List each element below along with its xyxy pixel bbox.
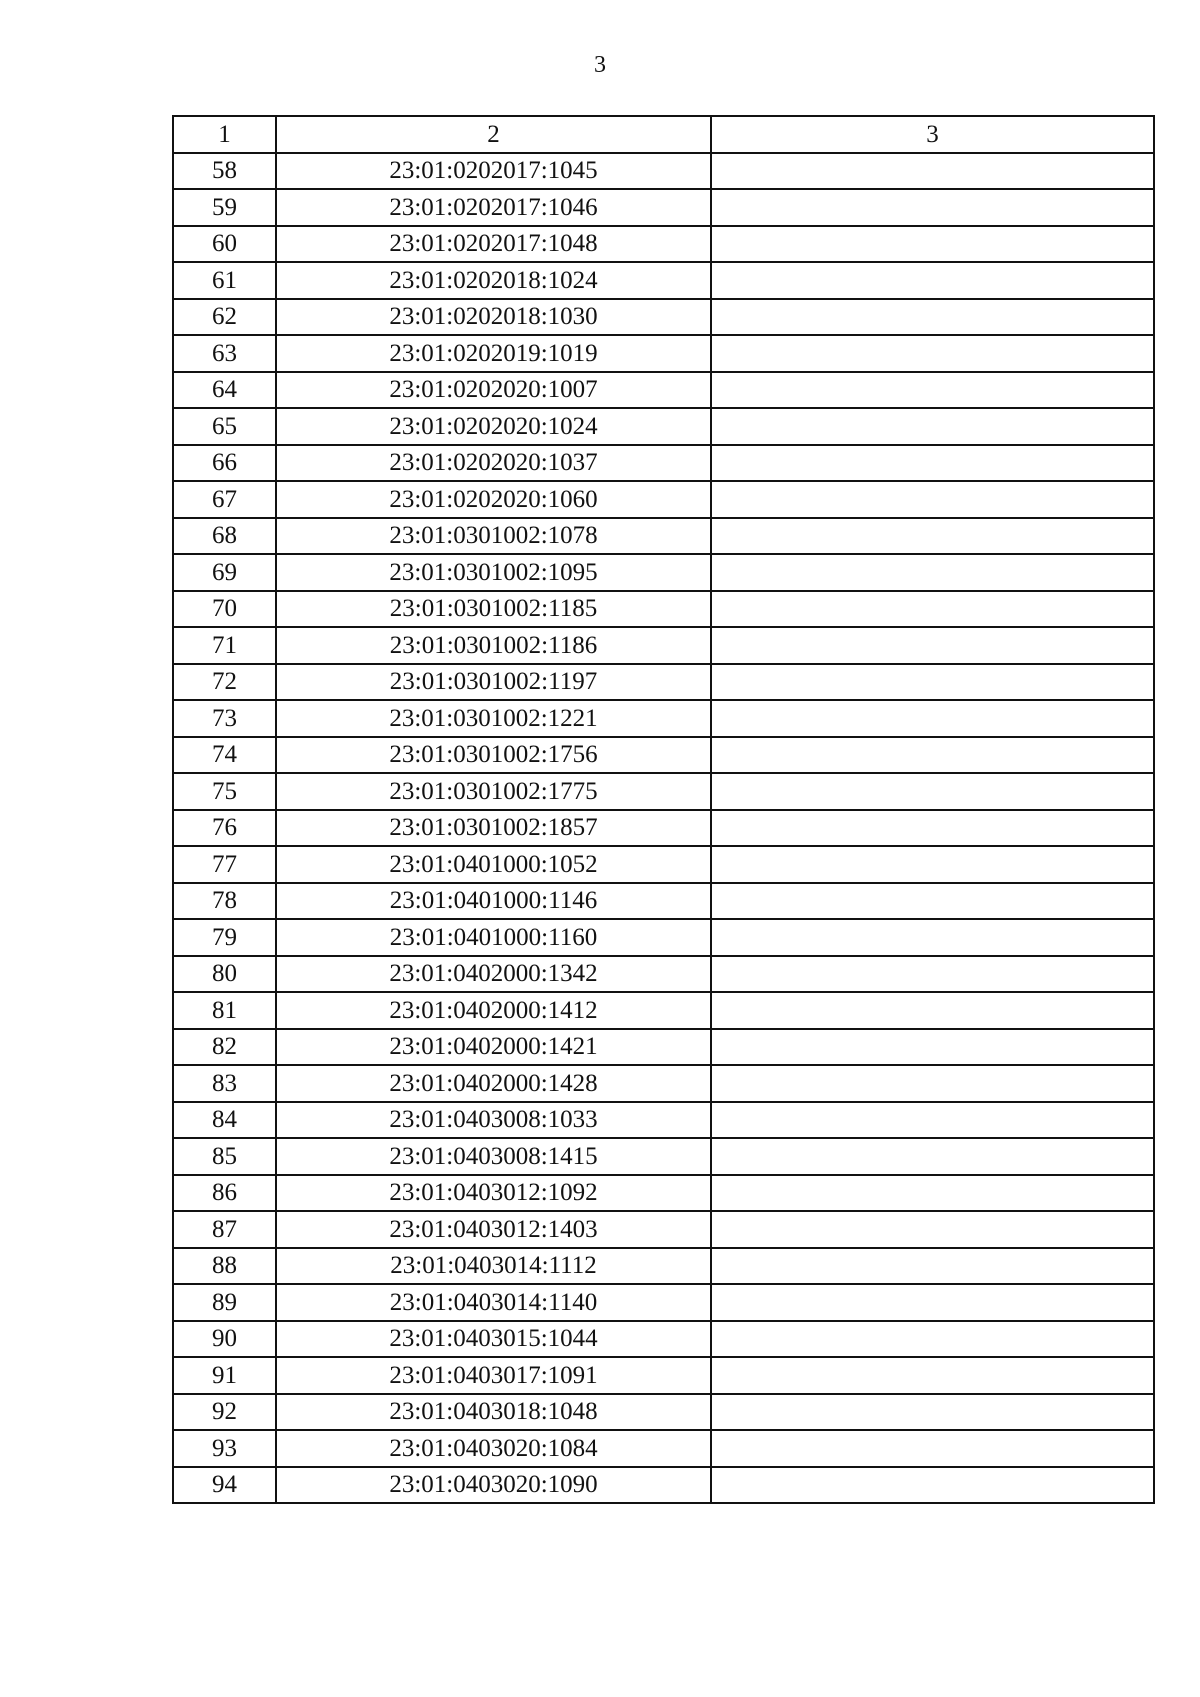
row-number-cell: 89: [173, 1284, 276, 1321]
empty-cell: [711, 372, 1154, 409]
row-number-cell: 68: [173, 518, 276, 555]
cadastral-number-cell: 23:01:0301002:1221: [276, 700, 711, 737]
empty-cell: [711, 1029, 1154, 1066]
empty-cell: [711, 481, 1154, 518]
row-number-cell: 87: [173, 1211, 276, 1248]
table-row: [173, 518, 1154, 555]
row-number-cell: 81: [173, 992, 276, 1029]
cadastral-number-cell: 23:01:0403020:1084: [276, 1430, 711, 1467]
table-row: [173, 262, 1154, 299]
row-number-cell: 58: [173, 153, 276, 190]
cadastral-number-cell: 23:01:0301002:1197: [276, 664, 711, 701]
row-number-cell: 91: [173, 1357, 276, 1394]
empty-cell: [711, 664, 1154, 701]
empty-cell: [711, 627, 1154, 664]
cadastral-number-cell: 23:01:0403018:1048: [276, 1394, 711, 1431]
row-number-cell: 75: [173, 773, 276, 810]
empty-cell: [711, 1065, 1154, 1102]
cadastral-number-cell: 23:01:0202019:1019: [276, 335, 711, 372]
table-row: [173, 408, 1154, 445]
cadastral-number-cell: 23:01:0403012:1403: [276, 1211, 711, 1248]
cadastral-number-cell: 23:01:0202020:1060: [276, 481, 711, 518]
table-row: [173, 1248, 1154, 1285]
table-row: [173, 1065, 1154, 1102]
table-row: [173, 1394, 1154, 1431]
table-row: [173, 1467, 1154, 1504]
cadastral-number-cell: 23:01:0301002:1095: [276, 554, 711, 591]
row-number-cell: 93: [173, 1430, 276, 1467]
row-number-cell: 62: [173, 299, 276, 336]
table-row: [173, 1138, 1154, 1175]
row-number-cell: 67: [173, 481, 276, 518]
empty-cell: [711, 737, 1154, 774]
empty-cell: [711, 591, 1154, 628]
row-number-cell: 74: [173, 737, 276, 774]
empty-cell: [711, 992, 1154, 1029]
cadastral-number-cell: 23:01:0403008:1033: [276, 1102, 711, 1139]
table-row: [173, 153, 1154, 190]
empty-cell: [711, 1394, 1154, 1431]
cadastral-number-cell: 23:01:0402000:1421: [276, 1029, 711, 1066]
cadastral-number-cell: 23:01:0202017:1048: [276, 226, 711, 263]
empty-cell: [711, 1467, 1154, 1504]
table-row: [173, 1284, 1154, 1321]
empty-cell: [711, 1357, 1154, 1394]
cadastral-number-cell: 23:01:0202018:1030: [276, 299, 711, 336]
table-row: [173, 226, 1154, 263]
row-number-cell: 92: [173, 1394, 276, 1431]
row-number-cell: 88: [173, 1248, 276, 1285]
empty-cell: [711, 1138, 1154, 1175]
cadastral-number-cell: 23:01:0402000:1342: [276, 956, 711, 993]
empty-cell: [711, 1321, 1154, 1358]
cadastral-number-cell: 23:01:0403012:1092: [276, 1175, 711, 1212]
table-row: [173, 554, 1154, 591]
cadastral-number-cell: 23:01:0301002:1756: [276, 737, 711, 774]
cadastral-number-cell: 23:01:0403014:1140: [276, 1284, 711, 1321]
row-number-cell: 80: [173, 956, 276, 993]
cadastral-number-cell: 23:01:0202017:1045: [276, 153, 711, 190]
cadastral-number-cell: 23:01:0403015:1044: [276, 1321, 711, 1358]
cadastral-number-cell: 23:01:0301002:1186: [276, 627, 711, 664]
empty-cell: [711, 518, 1154, 555]
empty-cell: [711, 335, 1154, 372]
empty-cell: [711, 846, 1154, 883]
empty-cell: [711, 226, 1154, 263]
cadastral-number-cell: 23:01:0202017:1046: [276, 189, 711, 226]
cadastral-number-cell: 23:01:0402000:1428: [276, 1065, 711, 1102]
row-number-cell: 70: [173, 591, 276, 628]
row-number-cell: 76: [173, 810, 276, 847]
column-header-3: 3: [711, 116, 1154, 153]
table-row: [173, 737, 1154, 774]
cadastral-number-cell: 23:01:0402000:1412: [276, 992, 711, 1029]
table-row: [173, 1175, 1154, 1212]
empty-cell: [711, 883, 1154, 920]
table-row: [173, 883, 1154, 920]
table-row: [173, 1029, 1154, 1066]
empty-cell: [711, 700, 1154, 737]
row-number-cell: 90: [173, 1321, 276, 1358]
cadastral-number-cell: 23:01:0403017:1091: [276, 1357, 711, 1394]
cadastral-number-cell: 23:01:0202020:1037: [276, 445, 711, 482]
empty-cell: [711, 1102, 1154, 1139]
empty-cell: [711, 262, 1154, 299]
cadastral-number-cell: 23:01:0202018:1024: [276, 262, 711, 299]
row-number-cell: 86: [173, 1175, 276, 1212]
empty-cell: [711, 1430, 1154, 1467]
empty-cell: [711, 554, 1154, 591]
empty-cell: [711, 1211, 1154, 1248]
table-row: [173, 992, 1154, 1029]
cadastral-number-cell: 23:01:0301002:1078: [276, 518, 711, 555]
table-row: [173, 481, 1154, 518]
table-row: [173, 846, 1154, 883]
column-header-1: 1: [173, 116, 276, 153]
table-row: [173, 627, 1154, 664]
empty-cell: [711, 773, 1154, 810]
table-row: [173, 1430, 1154, 1467]
cadastral-number-cell: 23:01:0401000:1052: [276, 846, 711, 883]
row-number-cell: 63: [173, 335, 276, 372]
table-header-row: [173, 116, 1154, 153]
table-row: [173, 299, 1154, 336]
row-number-cell: 69: [173, 554, 276, 591]
table-row: [173, 445, 1154, 482]
cadastral-number-cell: 23:01:0403014:1112: [276, 1248, 711, 1285]
empty-cell: [711, 956, 1154, 993]
cadastral-number-cell: 23:01:0403020:1090: [276, 1467, 711, 1504]
table-row: [173, 919, 1154, 956]
cadastral-number-cell: 23:01:0202020:1024: [276, 408, 711, 445]
cadastral-number-cell: 23:01:0301002:1185: [276, 591, 711, 628]
row-number-cell: 72: [173, 664, 276, 701]
row-number-cell: 79: [173, 919, 276, 956]
cadastral-number-cell: 23:01:0301002:1775: [276, 773, 711, 810]
table-body: [173, 153, 1154, 1504]
empty-cell: [711, 189, 1154, 226]
table-row: [173, 1321, 1154, 1358]
table-row: [173, 1102, 1154, 1139]
row-number-cell: 71: [173, 627, 276, 664]
cadastral-number-cell: 23:01:0401000:1146: [276, 883, 711, 920]
table-row: [173, 664, 1154, 701]
cadastral-table: [172, 115, 1155, 1504]
table-row: [173, 810, 1154, 847]
row-number-cell: 59: [173, 189, 276, 226]
row-number-cell: 85: [173, 1138, 276, 1175]
row-number-cell: 77: [173, 846, 276, 883]
empty-cell: [711, 299, 1154, 336]
empty-cell: [711, 1248, 1154, 1285]
row-number-cell: 84: [173, 1102, 276, 1139]
column-header-2: 2: [276, 116, 711, 153]
cadastral-number-cell: 23:01:0301002:1857: [276, 810, 711, 847]
cadastral-number-cell: 23:01:0202020:1007: [276, 372, 711, 409]
table-row: [173, 189, 1154, 226]
row-number-cell: 82: [173, 1029, 276, 1066]
table-row: [173, 700, 1154, 737]
table-row: [173, 335, 1154, 372]
row-number-cell: 83: [173, 1065, 276, 1102]
empty-cell: [711, 919, 1154, 956]
row-number-cell: 66: [173, 445, 276, 482]
empty-cell: [711, 153, 1154, 190]
cadastral-number-cell: 23:01:0401000:1160: [276, 919, 711, 956]
row-number-cell: 78: [173, 883, 276, 920]
table-row: [173, 1357, 1154, 1394]
table-row: [173, 591, 1154, 628]
row-number-cell: 64: [173, 372, 276, 409]
row-number-cell: 73: [173, 700, 276, 737]
empty-cell: [711, 445, 1154, 482]
table-row: [173, 372, 1154, 409]
empty-cell: [711, 1284, 1154, 1321]
table-row: [173, 956, 1154, 993]
cadastral-number-cell: 23:01:0403008:1415: [276, 1138, 711, 1175]
row-number-cell: 94: [173, 1467, 276, 1504]
row-number-cell: 60: [173, 226, 276, 263]
empty-cell: [711, 810, 1154, 847]
table-row: [173, 1211, 1154, 1248]
page-number: 3: [594, 52, 606, 78]
table-row: [173, 773, 1154, 810]
empty-cell: [711, 408, 1154, 445]
empty-cell: [711, 1175, 1154, 1212]
row-number-cell: 61: [173, 262, 276, 299]
row-number-cell: 65: [173, 408, 276, 445]
